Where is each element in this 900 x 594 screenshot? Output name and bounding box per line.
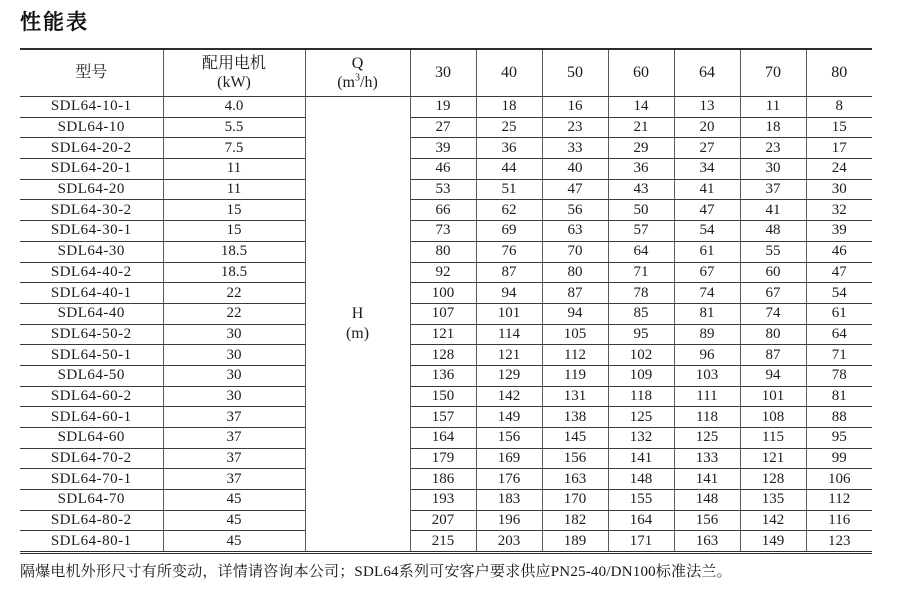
head-value-cell: 62: [476, 200, 542, 221]
head-value-cell: 128: [410, 345, 476, 366]
column-header-model: [20, 49, 163, 97]
head-symbol: H: [351, 305, 364, 323]
head-value-cell: 95: [806, 428, 872, 449]
head-value-cell: 156: [476, 428, 542, 449]
head-value-cell: 20: [674, 117, 740, 138]
head-value-cell: 39: [410, 138, 476, 159]
column-header-flow-value: 30: [410, 49, 476, 97]
head-value-cell: 87: [476, 262, 542, 283]
power-cell: 30: [163, 365, 305, 386]
head-value-cell: 179: [410, 448, 476, 469]
head-value-cell: 24: [806, 159, 872, 180]
model-cell: SDL64-40: [20, 303, 163, 324]
column-header-flow-value: 60: [608, 49, 674, 97]
head-value-cell: 66: [410, 200, 476, 221]
table-row: [20, 531, 872, 553]
head-value-cell: 21: [608, 117, 674, 138]
head-value-cell: 29: [608, 138, 674, 159]
head-value-cell: 37: [740, 179, 806, 200]
table-row: [20, 97, 872, 118]
head-value-cell: 46: [410, 159, 476, 180]
head-value-cell: 47: [674, 200, 740, 221]
head-value-cell: 135: [740, 490, 806, 511]
table-row: [20, 365, 872, 386]
head-value-cell: 87: [740, 345, 806, 366]
head-value-cell: 15: [806, 117, 872, 138]
head-value-cell: 125: [674, 428, 740, 449]
head-value-cell: 30: [740, 159, 806, 180]
table-row: [20, 469, 872, 490]
head-value-cell: 203: [476, 531, 542, 553]
head-value-cell: 109: [608, 365, 674, 386]
head-value-cell: 27: [410, 117, 476, 138]
head-value-cell: 148: [608, 469, 674, 490]
footnote-text: 隔爆电机外形尺寸有所变动，详情请咨询本公司；SDL64系列可安客户要求供应PN25-40/DN100标准法兰。: [20, 564, 732, 580]
head-value-cell: 36: [608, 159, 674, 180]
power-cell: 22: [163, 283, 305, 304]
head-value-cell: 142: [740, 510, 806, 531]
head-value-cell: 67: [740, 283, 806, 304]
head-value-cell: 16: [542, 97, 608, 118]
head-value-cell: 64: [806, 324, 872, 345]
head-value-cell: 189: [542, 531, 608, 553]
model-cell: SDL64-50-1: [20, 345, 163, 366]
head-value-cell: 27: [674, 138, 740, 159]
head-value-cell: 87: [542, 283, 608, 304]
head-value-cell: 100: [410, 283, 476, 304]
model-cell: SDL64-30-2: [20, 200, 163, 221]
power-cell: 37: [163, 428, 305, 449]
head-value-cell: 78: [806, 365, 872, 386]
head-value-cell: 60: [740, 262, 806, 283]
power-cell: 37: [163, 448, 305, 469]
table-row: [20, 241, 872, 262]
head-value-cell: 63: [542, 221, 608, 242]
head-value-cell: 81: [806, 386, 872, 407]
column-header-flow-value: 40: [476, 49, 542, 97]
head-value-cell: 44: [476, 159, 542, 180]
head-value-cell: 34: [674, 159, 740, 180]
head-value-cell: 119: [542, 365, 608, 386]
head-value-cell: 121: [410, 324, 476, 345]
table-row: [20, 490, 872, 511]
head-value-cell: 112: [806, 490, 872, 511]
head-value-cell: 33: [542, 138, 608, 159]
model-cell: SDL64-10: [20, 117, 163, 138]
head-value-cell: 118: [608, 386, 674, 407]
head-value-cell: 150: [410, 386, 476, 407]
table-row: [20, 510, 872, 531]
performance-table: [20, 48, 872, 554]
head-value-cell: 18: [740, 117, 806, 138]
power-cell: 45: [163, 531, 305, 553]
head-value-cell: 196: [476, 510, 542, 531]
head-value-cell: 51: [476, 179, 542, 200]
power-cell: 45: [163, 490, 305, 511]
head-value-cell: 78: [608, 283, 674, 304]
column-header-flow-value: 50: [542, 49, 608, 97]
head-value-cell: 115: [740, 428, 806, 449]
head-value-cell: 74: [740, 303, 806, 324]
head-value-cell: 69: [476, 221, 542, 242]
head-value-cell: 43: [608, 179, 674, 200]
model-cell: SDL64-40-1: [20, 283, 163, 304]
column-header-flow: [305, 49, 410, 97]
table-row: [20, 428, 872, 449]
head-value-cell: 116: [806, 510, 872, 531]
table-row: [20, 117, 872, 138]
column-header-flow-value: 80: [806, 49, 872, 97]
table-row: [20, 345, 872, 366]
model-cell: SDL64-30: [20, 241, 163, 262]
column-header-flow-value: 64: [674, 49, 740, 97]
header-row: [20, 49, 872, 97]
table-row: [20, 283, 872, 304]
head-value-cell: 133: [674, 448, 740, 469]
head-value-cell: 106: [806, 469, 872, 490]
head-value-cell: 50: [608, 200, 674, 221]
head-value-cell: 74: [674, 283, 740, 304]
head-value-cell: 193: [410, 490, 476, 511]
head-value-cell: 48: [740, 221, 806, 242]
table-row: [20, 221, 872, 242]
table-body: [20, 97, 872, 553]
head-value-cell: 171: [608, 531, 674, 553]
table-row: [20, 200, 872, 221]
head-value-cell: 32: [806, 200, 872, 221]
model-cell: SDL64-20-2: [20, 138, 163, 159]
head-value-cell: 11: [740, 97, 806, 118]
model-cell: SDL64-20-1: [20, 159, 163, 180]
model-cell: SDL64-50-2: [20, 324, 163, 345]
power-cell: 37: [163, 469, 305, 490]
head-value-cell: 36: [476, 138, 542, 159]
head-value-cell: 183: [476, 490, 542, 511]
head-value-cell: 136: [410, 365, 476, 386]
head-value-cell: 215: [410, 531, 476, 553]
model-cell: SDL64-70-1: [20, 469, 163, 490]
head-value-cell: 80: [740, 324, 806, 345]
head-value-cell: 149: [740, 531, 806, 553]
model-header-label: 型号: [75, 64, 108, 82]
power-cell: 30: [163, 345, 305, 366]
power-cell: 22: [163, 303, 305, 324]
table-row: [20, 386, 872, 407]
model-cell: SDL64-40-2: [20, 262, 163, 283]
page-title: 性能表: [20, 11, 89, 34]
head-value-cell: 141: [674, 469, 740, 490]
head-value-cell: 64: [608, 241, 674, 262]
head-value-cell: 182: [542, 510, 608, 531]
power-cell: 30: [163, 386, 305, 407]
head-value-cell: 8: [806, 97, 872, 118]
head-value-cell: 125: [608, 407, 674, 428]
head-value-cell: 148: [674, 490, 740, 511]
head-value-cell: 71: [806, 345, 872, 366]
table-row: [20, 324, 872, 345]
head-value-cell: 155: [608, 490, 674, 511]
head-value-cell: 112: [542, 345, 608, 366]
head-value-cell: 92: [410, 262, 476, 283]
column-header-flow-value: 70: [740, 49, 806, 97]
head-value-cell: 23: [542, 117, 608, 138]
head-value-cell: 176: [476, 469, 542, 490]
head-value-cell: 102: [608, 345, 674, 366]
power-cell: 11: [163, 159, 305, 180]
model-cell: SDL64-60-1: [20, 407, 163, 428]
head-value-cell: 156: [542, 448, 608, 469]
power-cell: 45: [163, 510, 305, 531]
head-value-cell: 53: [410, 179, 476, 200]
table-row: [20, 407, 872, 428]
head-value-cell: 94: [476, 283, 542, 304]
head-value-cell: 186: [410, 469, 476, 490]
table-row: [20, 448, 872, 469]
head-value-cell: 128: [740, 469, 806, 490]
head-value-cell: 163: [674, 531, 740, 553]
head-value-cell: 94: [542, 303, 608, 324]
head-value-cell: 95: [608, 324, 674, 345]
head-value-cell: 101: [476, 303, 542, 324]
head-value-cell: 107: [410, 303, 476, 324]
head-value-cell: 30: [806, 179, 872, 200]
head-value-cell: 129: [476, 365, 542, 386]
power-cell: 7.5: [163, 138, 305, 159]
head-value-cell: 81: [674, 303, 740, 324]
head-value-cell: 80: [542, 262, 608, 283]
head-value-cell: 85: [608, 303, 674, 324]
head-value-cell: 41: [740, 200, 806, 221]
head-value-cell: 41: [674, 179, 740, 200]
motor-header-line1: 配用电机: [201, 54, 266, 72]
power-cell: 5.5: [163, 117, 305, 138]
head-value-cell: 54: [674, 221, 740, 242]
head-value-cell: 73: [410, 221, 476, 242]
model-cell: SDL64-80-2: [20, 510, 163, 531]
model-cell: SDL64-80-1: [20, 531, 163, 553]
head-value-cell: 99: [806, 448, 872, 469]
model-cell: SDL64-70: [20, 490, 163, 511]
head-value-cell: 25: [476, 117, 542, 138]
table-header: [20, 49, 872, 97]
power-cell: 11: [163, 179, 305, 200]
head-value-cell: 103: [674, 365, 740, 386]
head-value-cell: 19: [410, 97, 476, 118]
column-header-motor: [163, 49, 305, 97]
head-value-cell: 67: [674, 262, 740, 283]
head-value-cell: 111: [674, 386, 740, 407]
power-cell: 4.0: [163, 97, 305, 118]
head-value-cell: 40: [542, 159, 608, 180]
table-row: [20, 262, 872, 283]
head-value-cell: 164: [608, 510, 674, 531]
head-value-cell: 54: [806, 283, 872, 304]
head-value-cell: 101: [740, 386, 806, 407]
head-value-cell: 70: [542, 241, 608, 262]
model-cell: SDL64-10-1: [20, 97, 163, 118]
head-value-cell: 47: [806, 262, 872, 283]
table-row: [20, 303, 872, 324]
head-value-cell: 156: [674, 510, 740, 531]
motor-header-line2: (kW): [217, 74, 251, 91]
head-value-cell: 108: [740, 407, 806, 428]
power-cell: 15: [163, 200, 305, 221]
head-value-cell: 71: [608, 262, 674, 283]
head-value-cell: 207: [410, 510, 476, 531]
head-value-cell: 142: [476, 386, 542, 407]
power-cell: 37: [163, 407, 305, 428]
head-value-cell: 13: [674, 97, 740, 118]
head-unit-cell: [305, 97, 410, 553]
head-value-cell: 46: [806, 241, 872, 262]
power-cell: 18.5: [163, 241, 305, 262]
head-value-cell: 121: [740, 448, 806, 469]
power-cell: 30: [163, 324, 305, 345]
head-value-cell: 123: [806, 531, 872, 553]
flow-unit: $(m^3/h)$: [337, 72, 378, 91]
head-value-cell: 57: [608, 221, 674, 242]
head-value-cell: 118: [674, 407, 740, 428]
head-value-cell: 47: [542, 179, 608, 200]
head-value-cell: 131: [542, 386, 608, 407]
head-value-cell: 164: [410, 428, 476, 449]
model-cell: SDL64-60-2: [20, 386, 163, 407]
head-unit: (m): [345, 325, 370, 343]
head-value-cell: 138: [542, 407, 608, 428]
head-value-cell: 61: [674, 241, 740, 262]
head-value-cell: 169: [476, 448, 542, 469]
head-value-cell: 94: [740, 365, 806, 386]
head-value-cell: 23: [740, 138, 806, 159]
power-cell: 18.5: [163, 262, 305, 283]
head-value-cell: 170: [542, 490, 608, 511]
head-value-cell: 114: [476, 324, 542, 345]
head-value-cell: 80: [410, 241, 476, 262]
model-cell: SDL64-20: [20, 179, 163, 200]
head-value-cell: 105: [542, 324, 608, 345]
head-value-cell: 157: [410, 407, 476, 428]
head-value-cell: 96: [674, 345, 740, 366]
head-value-cell: 17: [806, 138, 872, 159]
flow-symbol: Q: [351, 54, 364, 72]
head-value-cell: 14: [608, 97, 674, 118]
power-cell: 15: [163, 221, 305, 242]
model-cell: SDL64-70-2: [20, 448, 163, 469]
head-value-cell: 55: [740, 241, 806, 262]
table-row: [20, 179, 872, 200]
head-value-cell: 149: [476, 407, 542, 428]
head-value-cell: 145: [542, 428, 608, 449]
head-value-cell: 163: [542, 469, 608, 490]
head-value-cell: 76: [476, 241, 542, 262]
head-value-cell: 121: [476, 345, 542, 366]
table-row: [20, 138, 872, 159]
head-value-cell: 88: [806, 407, 872, 428]
model-cell: SDL64-60: [20, 428, 163, 449]
flow-unit-superscript: 3: [355, 72, 360, 84]
model-cell: SDL64-30-1: [20, 221, 163, 242]
table-row: [20, 159, 872, 180]
head-value-cell: 132: [608, 428, 674, 449]
model-cell: SDL64-50: [20, 365, 163, 386]
head-value-cell: 141: [608, 448, 674, 469]
head-value-cell: 89: [674, 324, 740, 345]
head-value-cell: 61: [806, 303, 872, 324]
head-value-cell: 56: [542, 200, 608, 221]
head-value-cell: 18: [476, 97, 542, 118]
head-value-cell: 39: [806, 221, 872, 242]
